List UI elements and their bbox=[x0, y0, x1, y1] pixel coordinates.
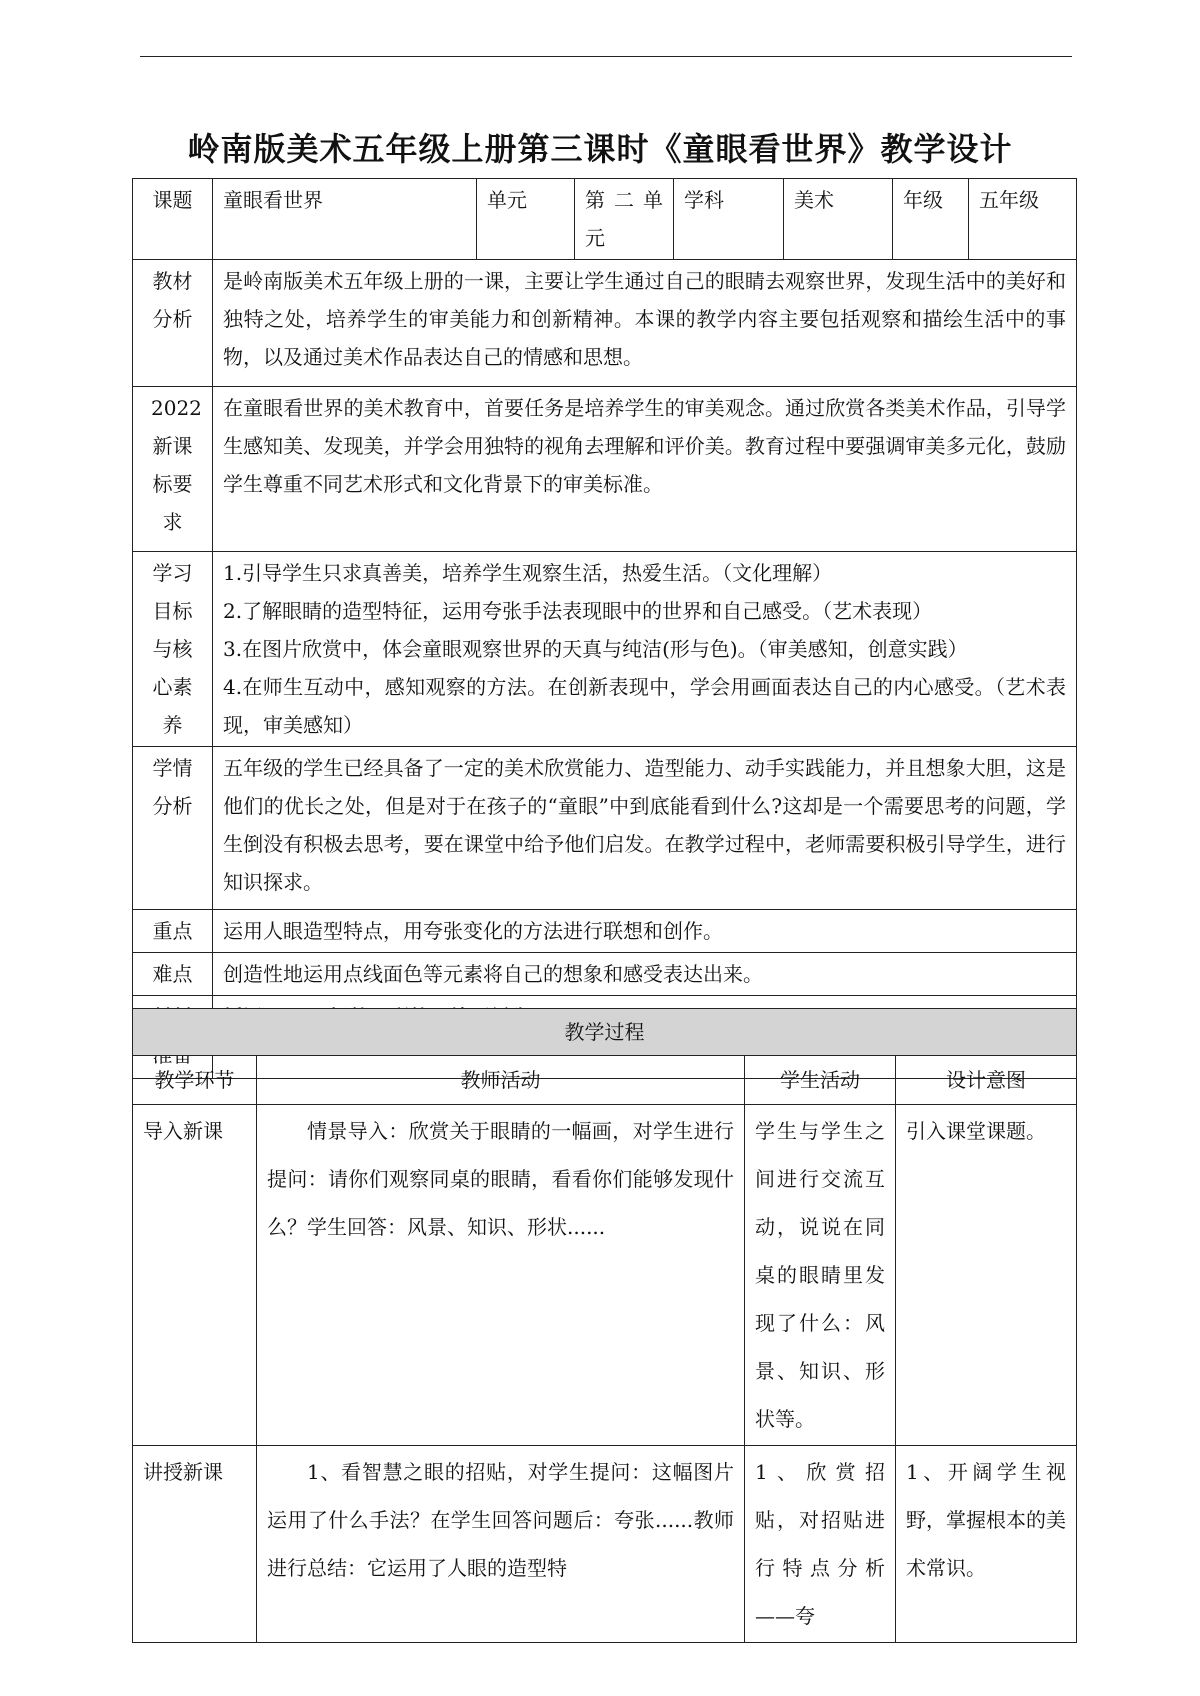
row-text: 五年级的学生已经具备了一定的美术欣赏能力、造型能力、动手实践能力，并且想象大胆，这是他们的优长之处，但是对于在孩子的“童眼”中到底能看到什么?这却是一个需要思考的问题，学生倒没有积极去思考，要在课堂中给予他们启发。在教学过程中，老师需要积极引导学生，进行知识探求。 bbox=[213, 747, 1077, 910]
process-banner-row bbox=[133, 1009, 1077, 1056]
row-label: 重点 bbox=[133, 910, 213, 953]
process-header-row bbox=[133, 1056, 1077, 1105]
lesson-info-table bbox=[132, 178, 1077, 1079]
row-text: 在童眼看世界的美术教育中，首要任务是培养学生的审美观念。通过欣赏各类美术作品，引导学生感知美、发现美，并学会用独特的视角去理解和评价美。教育过程中要强调审美多元化，鼓励学生尊重不同艺术形式和文化背景下的审美标准。 bbox=[213, 387, 1077, 552]
info-row-key-point bbox=[133, 910, 1077, 953]
objectives-list bbox=[213, 552, 1077, 747]
header-rule bbox=[140, 56, 1072, 57]
stage-cell: 导入新课 bbox=[133, 1105, 257, 1446]
row-text: 运用人眼造型特点，用夸张变化的方法进行联想和创作。 bbox=[213, 910, 1077, 953]
design-intent-cell: 1、开阔学生视野，掌握根本的美术常识。 bbox=[896, 1446, 1077, 1643]
page-title: 岭南版美术五年级上册第三课时《童眼看世界》教学设计 bbox=[187, 130, 1013, 168]
info-row-topic bbox=[133, 179, 1077, 260]
process-row bbox=[133, 1105, 1077, 1446]
objective-item: 2.了解眼睛的造型特征，运用夸张手法表现眼中的世界和自己感受。（艺术表现） bbox=[223, 599, 933, 623]
column-header: 教学环节 bbox=[133, 1056, 257, 1105]
teacher-activity-cell: 情景导入：欣赏关于眼睛的一幅画，对学生进行提问：请你们观察同桌的眼睛，看看你们能够发现什么？学生回答：风景、知识、形状...... bbox=[257, 1105, 745, 1446]
student-activity-cell: 1、欣赏招贴，对招贴进行特点分析——夸 bbox=[745, 1446, 896, 1643]
process-banner: 教学过程 bbox=[133, 1009, 1077, 1056]
design-intent-cell: 引入课堂课题。 bbox=[896, 1105, 1077, 1446]
topic-label: 课题 bbox=[133, 179, 213, 260]
row-label: 学习目标与核心素养 bbox=[133, 552, 213, 747]
stage-cell: 讲授新课 bbox=[133, 1446, 257, 1643]
subject-label: 学科 bbox=[674, 179, 784, 260]
column-header: 设计意图 bbox=[896, 1056, 1077, 1105]
info-row-learning-objectives bbox=[133, 552, 1077, 747]
process-row bbox=[133, 1446, 1077, 1643]
grade-value: 五年级 bbox=[969, 179, 1077, 260]
objective-item: 3.在图片欣赏中，体会童眼观察世界的天真与纯洁(形与色)。（审美感知，创意实践） bbox=[223, 637, 968, 661]
row-label: 2022新课标要求 bbox=[133, 387, 213, 552]
column-header: 学生活动 bbox=[745, 1056, 896, 1105]
info-row-material-analysis bbox=[133, 260, 1077, 387]
info-row-difficulty bbox=[133, 953, 1077, 996]
row-label: 难点 bbox=[133, 953, 213, 996]
column-header: 教师活动 bbox=[257, 1056, 745, 1105]
row-text: 创造性地运用点线面色等元素将自己的想象和感受表达出来。 bbox=[213, 953, 1077, 996]
subject-value: 美术 bbox=[784, 179, 893, 260]
row-label: 学情分析 bbox=[133, 747, 213, 910]
row-text: 是岭南版美术五年级上册的一课，主要让学生通过自己的眼睛去观察世界，发现生活中的美好和独特之处，培养学生的审美能力和创新精神。本课的教学内容主要包括观察和描绘生活中的事物，以及通过美术作品表达自己的情感和思想。 bbox=[213, 260, 1077, 387]
grade-label: 年级 bbox=[893, 179, 969, 260]
objective-item: 4.在师生互动中，感知观察的方法。在创新表现中，学会用画面表达自己的内心感受。（艺术表现，审美感知） bbox=[223, 675, 1066, 737]
teaching-process-table bbox=[132, 1008, 1077, 1643]
unit-value: 第二单元 bbox=[575, 179, 674, 260]
row-label: 教材分析 bbox=[133, 260, 213, 387]
student-activity-cell: 学生与学生之间进行交流互动，说说在同桌的眼睛里发现了什么：风景、知识、形状等。 bbox=[745, 1105, 896, 1446]
unit-label: 单元 bbox=[477, 179, 575, 260]
info-row-curriculum-standard bbox=[133, 387, 1077, 552]
info-row-student-analysis bbox=[133, 747, 1077, 910]
objective-item: 1.引导学生只求真善美，培养学生观察生活，热爱生活。（文化理解） bbox=[223, 561, 833, 585]
topic-value: 童眼看世界 bbox=[213, 179, 477, 260]
teacher-activity-cell: 1、看智慧之眼的招贴，对学生提问：这幅图片运用了什么手法？在学生回答问题后：夸张......教师进行总结：它运用了人眼的造型特 bbox=[257, 1446, 745, 1643]
